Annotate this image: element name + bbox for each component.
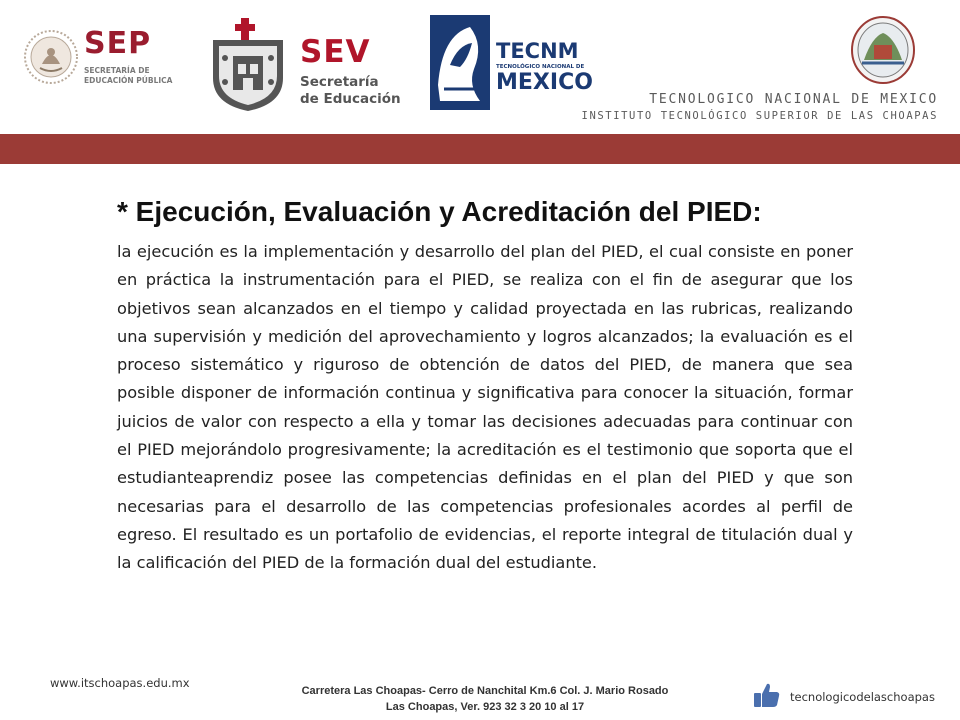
thumbs-up-icon [752, 680, 782, 710]
website-link[interactable]: www.itschoapas.edu.mx [50, 676, 190, 690]
veracruz-shield-icon [205, 18, 291, 113]
sev-logo [205, 18, 405, 113]
sep-subtitle-line2: EDUCACIÓN PÚBLICA [84, 76, 173, 85]
address-line2: Las Choapas, Ver. 923 32 3 20 10 al 17 [385, 701, 585, 713]
institute-subname: INSTITUTO TECNOLÓGICO SUPERIOR DE LAS CHOAPAS [581, 110, 938, 122]
sep-subtitle-line1: SECRETARÍA DE [84, 66, 150, 75]
tecnm-tagline: TECNOLÓGICO NACIONAL DE [496, 64, 585, 70]
sev-subtitle-line1: Secretaría [300, 74, 379, 90]
its-choapas-seal-icon [850, 15, 916, 85]
tecnm-acronym: TECNM [496, 39, 579, 63]
tecnm-country: MEXICO [496, 70, 593, 95]
tecnm-logo [430, 15, 593, 110]
sev-subtitle [300, 74, 401, 108]
sep-logo [22, 28, 187, 90]
slide-body-text: la ejecución es la implementación y desarrollo del plan del PIED, el cual consiste en poner en práctica la instrumentación para el PIED, se realiza con el fin de asegurar que los objetivos sean alcanzados en el tiempo y calidad proyectada en las rubricas, realizando una supervisión y medición del aprovechamiento y logros alcanzados; la evaluación es el proceso sistemático y riguroso de obtención de datos del PIED, de manera que sea posible disponer de información continua y significativa para conocer la situación, formar juicios de valor con respecto a ella y tomar las decisiones adecuadas para continuar con el PIED mejorándolo progresivamente; la acreditación es el testimonio que soporta que el estudianteaprendiz posee las competencias definidas en el plan del PIED y que son necesarias para el desarrollo de las competencias profesionales acordes al perfil de egreso. El resultado es un portafolio de evidencias, el reporte integral de titulación dual y la calificación del PIED de la formación dual del estudiante. [117, 242, 853, 573]
sev-acronym: SEV [300, 34, 371, 70]
mexico-eagle-seal-icon [22, 28, 80, 86]
sev-subtitle-line2: de Educación [300, 91, 401, 107]
institute-name: TECNOLOGICO NACIONAL DE MEXICO [649, 92, 938, 107]
sep-subtitle [84, 66, 173, 86]
facebook-page-link[interactable]: tecnologicodelaschoapas [790, 690, 935, 704]
tecnm-emblem-icon [430, 15, 490, 110]
slide-title: * Ejecución, Evaluación y Acreditación del PIED: [117, 196, 762, 227]
sep-acronym: SEP [84, 26, 152, 61]
address-line1: Carretera Las Choapas- Cerro de Nanchital Km.6 Col. J. Mario Rosado [301, 685, 669, 697]
header-banner [0, 134, 960, 164]
